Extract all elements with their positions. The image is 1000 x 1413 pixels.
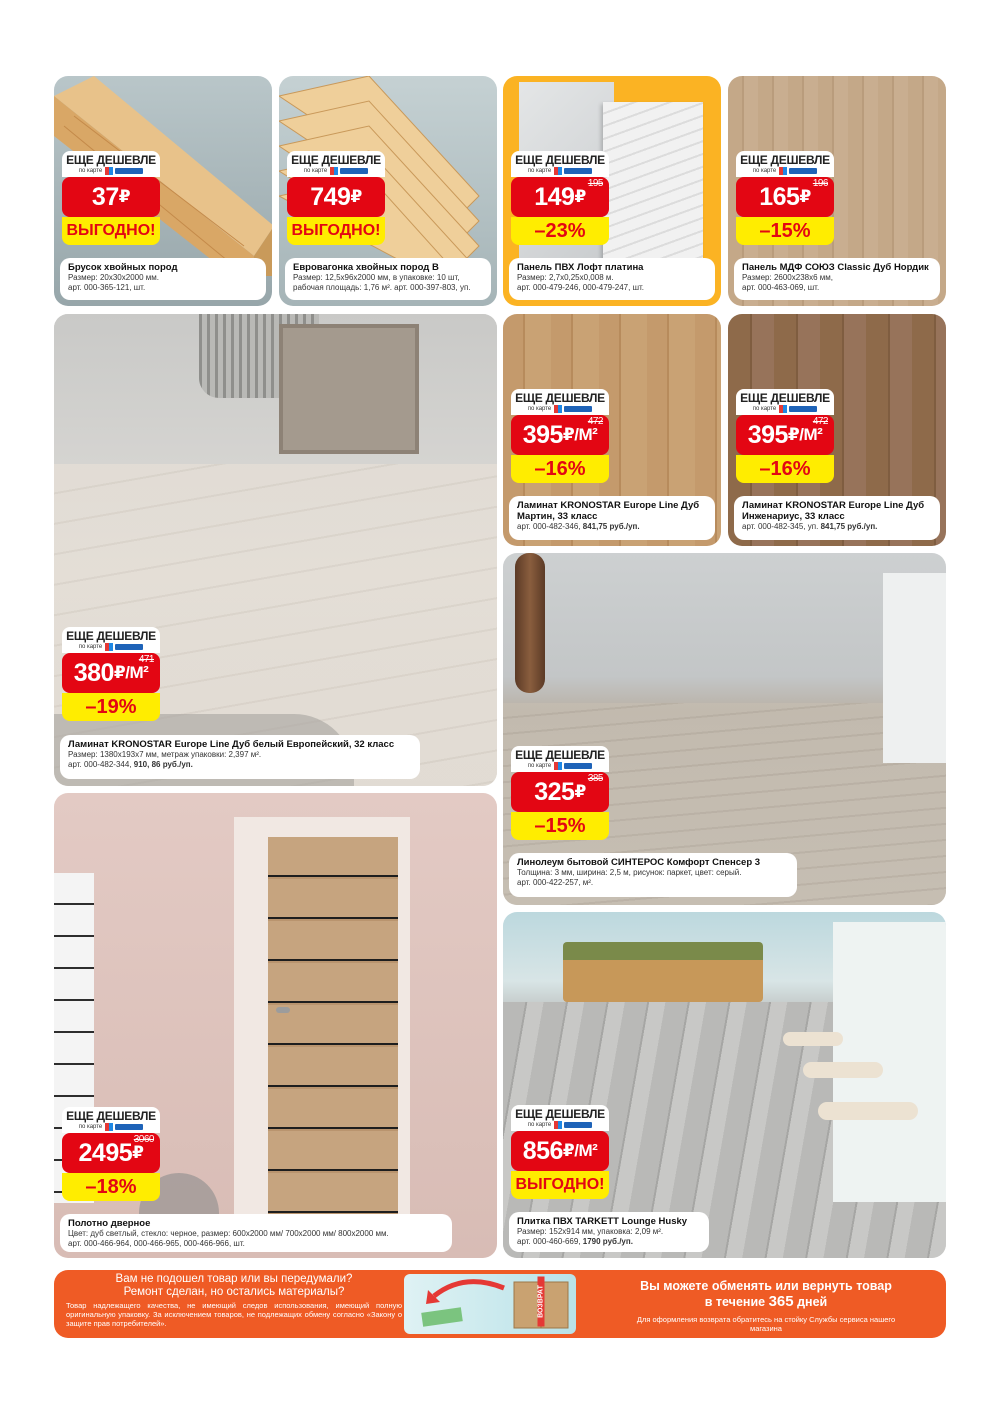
product-card-laminat-belyi[interactable] — [54, 314, 497, 786]
price: 380 ₽/М² 471 — [62, 653, 160, 693]
domingo-profi-logo-icon — [105, 167, 143, 175]
product-info: Евровагонка хвойных пород В Размер: 12,5х96х2000 мм, в упаковке: 10 шт, рабочая площадь: 1,76 м². арт. 000-397-803, уп. — [285, 258, 491, 300]
domingo-profi-logo-icon — [554, 762, 592, 770]
footer-headline-1: Вы можете обменять или вернуть товар — [640, 1279, 892, 1293]
price: 395 ₽/М² 472 — [736, 415, 834, 455]
price: 165 ₽ 196 — [736, 177, 834, 217]
discount-tag: –23% — [511, 217, 609, 245]
promo-tag: ВЫГОДНО! — [287, 217, 385, 245]
counter-image — [883, 573, 946, 763]
door-image — [268, 837, 398, 1245]
price-badge: ЕЩЕ ДЕШЕВЛЕ по карте 749 ₽ ВЫГОДНО! — [287, 151, 385, 245]
footer-question-1: Вам не подошел товар или вы передумали? — [115, 1273, 353, 1285]
price: 2495 ₽ 3060 — [62, 1133, 160, 1173]
footer-terms: Товар надлежащего качества, не имеющий следов использования, имеющий полную оригинальную упаковку. За исключением товаров, не подлежащих обмену согласно «Закону о защите прав потребителей». — [66, 1301, 402, 1328]
domingo-profi-logo-icon — [779, 167, 817, 175]
product-card-brusok[interactable] — [54, 76, 272, 306]
stool-seat-image — [783, 1032, 843, 1046]
price-badge: ЕЩЕ ДЕШЕВЛЕ по карте 856 ₽/М² ВЫГОДНО! — [511, 1105, 609, 1199]
price-badge: ЕЩЕ ДЕШЕВЛЕ по карте 165 ₽ 196 –15% — [736, 151, 834, 245]
price-badge: ЕЩЕ ДЕШЕВЛЕ по карте 37 ₽ ВЫГОДНО! — [62, 151, 160, 245]
product-info: Полотно дверное Цвет: дуб светлый, стекло: черное, размер: 600х2000 мм/ 700х2000 мм/ 800х2000 мм. арт. 000-466-964, 000-466-965, 000-466-966, шт. — [60, 1214, 452, 1252]
sculpture-image — [515, 553, 545, 693]
price: 37 ₽ — [62, 177, 160, 217]
price-badge: ЕЩЕ ДЕШЕВЛЕ по карте 395 ₽/М² 472 –16% — [511, 389, 609, 483]
product-info: Ламинат KRONOSTAR Europe Line Дуб Инженариус, 33 класс арт. 000-482-345, уп. 841,75 руб./уп. — [734, 496, 940, 540]
price: 325 ₽ 385 — [511, 772, 609, 812]
price-badge: ЕЩЕ ДЕШЕВЛЕ по карте 380 ₽/М² 471 –19% — [62, 627, 160, 721]
floral-panel-image — [603, 102, 703, 272]
door-handle-icon — [276, 1007, 290, 1013]
footer-question-2: Ремонт сделан, но остались материалы? — [123, 1286, 345, 1298]
product-card-panel-pvh[interactable] — [503, 76, 721, 306]
domingo-profi-logo-icon — [554, 167, 592, 175]
product-info: Линолеум бытовой СИНТЕРОС Комфорт Спенсер 3 Толщина: 3 мм, ширина: 2,5 м, рисунок: паркет, цвет: серый. арт. 000-422-257, м². — [509, 853, 797, 897]
product-card-panel-mdf[interactable] — [728, 76, 946, 306]
product-info: Ламинат KRONOSTAR Europe Line Дуб Мартин, 33 класс арт. 000-482-346, 841,75 руб./уп. — [509, 496, 715, 540]
return-illustration — [404, 1274, 576, 1334]
product-card-evrovagonka[interactable] — [279, 76, 497, 306]
price: 149 ₽ 195 — [511, 177, 609, 217]
price-badge: ЕЩЕ ДЕШЕВЛЕ по карте 325 ₽ 385 –15% — [511, 746, 609, 840]
discount-tag: –18% — [62, 1173, 160, 1201]
domingo-profi-logo-icon — [779, 405, 817, 413]
stool-seat-image — [818, 1102, 918, 1120]
product-card-door[interactable] — [54, 793, 497, 1258]
discount-tag: –16% — [511, 455, 609, 483]
discount-tag: –16% — [736, 455, 834, 483]
price-badge: ЕЩЕ ДЕШЕВЛЕ по карте 2495 ₽ 3060 –18% — [62, 1107, 160, 1201]
domingo-profi-logo-icon — [105, 1123, 143, 1131]
domingo-profi-logo-icon — [105, 643, 143, 651]
product-info: Панель ПВХ Лофт платина Размер: 2,7х0,25х0,008 м. арт. 000-479-246, 000-479-247, шт. — [509, 258, 715, 300]
domingo-profi-logo-icon — [330, 167, 368, 175]
discount-tag: –19% — [62, 693, 160, 721]
product-card-laminat-inzhenarius[interactable] — [728, 314, 946, 546]
planter-image — [563, 942, 763, 1002]
discount-tag: –15% — [736, 217, 834, 245]
product-card-laminat-martin[interactable] — [503, 314, 721, 546]
price: 749 ₽ — [287, 177, 385, 217]
footer-service-note: Для оформления возврата обратитесь на стойку Службы сервиса нашего магазина — [636, 1315, 896, 1333]
price-badge: ЕЩЕ ДЕШЕВЛЕ по карте 395 ₽/М² 472 –16% — [736, 389, 834, 483]
days-count: 365 — [768, 1293, 794, 1310]
stool-seat-image — [803, 1062, 883, 1078]
product-card-plitka[interactable] — [503, 912, 946, 1258]
return-policy-banner — [54, 1270, 946, 1338]
promo-tag: ВЫГОДНО! — [511, 1171, 609, 1199]
discount-tag: –15% — [511, 812, 609, 840]
return-box-label: ВОЗВРАТ — [538, 1277, 545, 1327]
domingo-profi-logo-icon — [554, 1121, 592, 1129]
product-info: Брусок хвойных пород Размер: 20х30х2000 мм. арт. 000-365-121, шт. — [60, 258, 266, 300]
price: 395 ₽/М² 472 — [511, 415, 609, 455]
promo-tag: ВЫГОДНО! — [62, 217, 160, 245]
product-card-linoleum[interactable] — [503, 553, 946, 905]
product-info: Панель МДФ СОЮЗ Classic Дуб Нордик Размер: 2600х238х6 мм, арт. 000-463-069, шт. — [734, 258, 940, 300]
product-info: Плитка ПВХ TARKETT Lounge Husky Размер: 152х914 мм, упаковка: 2,09 м². арт. 000-460-669, 1790 руб./уп. — [509, 1212, 709, 1252]
cabinet-image — [279, 324, 419, 454]
price-badge: ЕЩЕ ДЕШЕВЛЕ по карте 149 ₽ 195 –23% — [511, 151, 609, 245]
product-info: Ламинат KRONOSTAR Europe Line Дуб белый Европейский, 32 класс Размер: 1380х193х7 мм, метраж упаковки: 2,397 м². арт. 000-482-344, 910, 86 руб./уп. — [60, 735, 420, 779]
domingo-profi-logo-icon — [554, 405, 592, 413]
return-arrow-icon — [404, 1274, 576, 1334]
price: 856 ₽/М² — [511, 1131, 609, 1171]
footer-headline-2: в течение 365 дней — [704, 1293, 828, 1310]
